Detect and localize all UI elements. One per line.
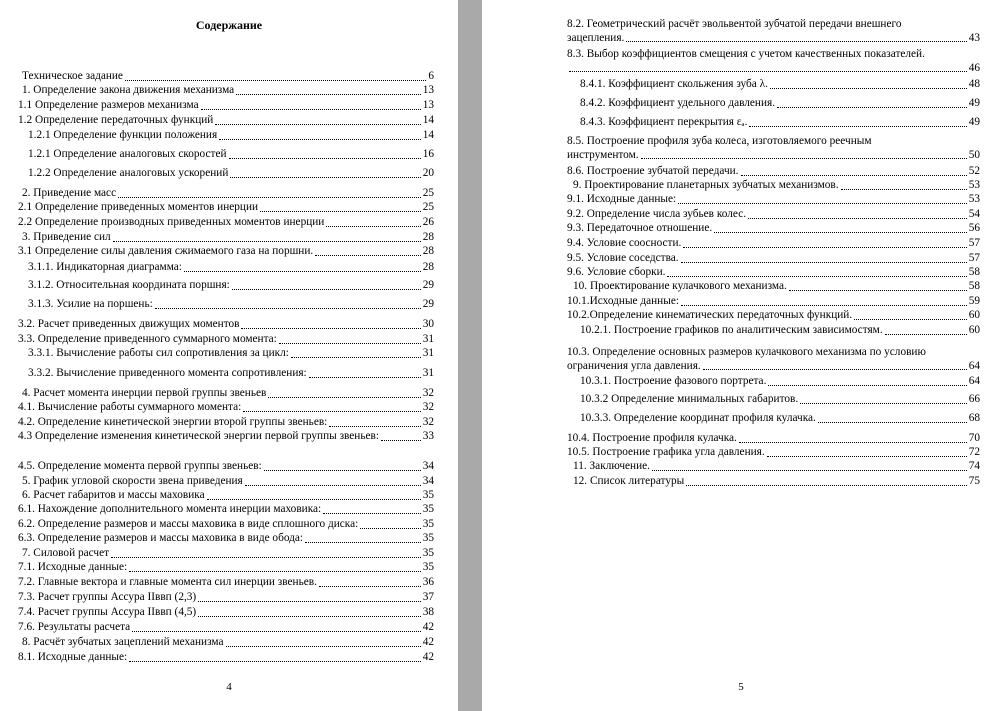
toc-entry-page-number: 33: [422, 430, 434, 442]
toc-entry-label: Техническое задание: [22, 70, 123, 82]
right-toc-entry[interactable]: [567, 237, 980, 251]
toc-entry-page-number: 42: [422, 636, 434, 648]
toc-entry-page-number: 31: [422, 347, 434, 359]
right-toc-entry[interactable]: [567, 135, 980, 162]
left-toc-entry[interactable]: [18, 651, 434, 665]
toc-entry-page-number: 25: [422, 187, 434, 199]
left-toc-entry[interactable]: [18, 460, 434, 474]
dot-leader: [703, 369, 967, 370]
right-toc-entry[interactable]: [580, 412, 980, 426]
toc-entry-page-number: 35: [422, 489, 434, 501]
dot-leader: [326, 226, 420, 227]
dot-leader: [329, 426, 420, 427]
toc-entry-page-number: 28: [422, 261, 434, 273]
left-toc-entry[interactable]: [22, 387, 434, 401]
left-toc-entry[interactable]: [18, 576, 434, 590]
toc-entry-label: 8.5. Построение профиля зуба колеса, изготовляемого реечным: [567, 135, 872, 147]
dot-leader: [768, 385, 966, 386]
left-toc-entry[interactable]: [28, 367, 434, 381]
dot-leader: [229, 158, 421, 159]
left-toc-entry[interactable]: [28, 347, 434, 361]
dot-leader: [155, 308, 421, 309]
toc-entry-label-continued: зацепления.: [567, 31, 625, 44]
right-toc-entry[interactable]: [567, 446, 980, 460]
dot-leader: [305, 542, 421, 543]
toc-entry-page-number: 31: [422, 333, 434, 345]
dot-leader: [626, 41, 966, 42]
right-toc-entry[interactable]: [580, 97, 980, 111]
left-toc-entry[interactable]: [18, 245, 434, 259]
toc-entry-page-number: 34: [422, 475, 434, 487]
dot-leader: [268, 397, 420, 398]
right-toc-entry[interactable]: [567, 48, 980, 75]
toc-entry-label: 10.2.Определение кинематических передаточных функций.: [567, 309, 853, 321]
dot-leader: [198, 601, 421, 602]
toc-entry-label: 7.1. Исходные данные:: [18, 561, 128, 573]
toc-entry-label: 3.3.1. Вычисление работы сил сопротивления за цикл:: [28, 347, 289, 359]
dot-leader: [230, 177, 420, 178]
left-toc-entry[interactable]: [28, 167, 434, 181]
toc-entry-page-number: 74: [968, 460, 980, 472]
toc-entry-label: 3.3. Определение приведенного суммарного момента:: [18, 333, 277, 345]
toc-entry-page-number: 75: [968, 475, 980, 487]
toc-entry-page-number: 46: [968, 61, 980, 74]
toc-entry-page-number: 26: [422, 216, 434, 228]
dot-leader: [129, 661, 421, 662]
left-toc-entry[interactable]: [18, 318, 434, 332]
dot-leader: [652, 470, 967, 471]
toc-entry-page-number: 6: [428, 70, 434, 82]
toc-entry-page-number: 50: [968, 148, 980, 161]
right-toc-entry[interactable]: [580, 324, 980, 338]
right-toc-entry[interactable]: [567, 309, 980, 323]
toc-entry-page-number: 31: [422, 367, 434, 379]
toc-entry-label: 3.1.3. Усилие на поршень:: [28, 298, 153, 310]
left-toc-entry[interactable]: [18, 416, 434, 430]
toc-entry-label: 8.6. Построение зубчатой передачи.: [567, 165, 739, 177]
toc-entry-page-number: 28: [422, 245, 434, 257]
toc-entry-page-number: 72: [968, 446, 980, 458]
toc-entry-label: 4.2. Определение кинетической энергии второй группы звеньев:: [18, 416, 328, 428]
toc-entry-label-continued: инструментом.: [567, 148, 639, 161]
toc-entry-label: 12. Список литературы: [573, 475, 685, 487]
toc-entry-label: 3.2. Расчет приведенных движущих моментов: [18, 318, 240, 330]
dot-leader: [243, 411, 420, 412]
dot-leader: [291, 357, 421, 358]
left-toc-entry[interactable]: [22, 84, 434, 98]
left-toc-entry[interactable]: [18, 99, 434, 113]
toc-entry-label: 7.6. Результаты расчета: [18, 621, 131, 633]
left-toc-entry[interactable]: [18, 201, 434, 215]
toc-entry-label: 8.4.2. Коэффициент удельного давления.: [580, 97, 776, 109]
toc-entry-page-number: 29: [422, 279, 434, 291]
dot-leader: [184, 271, 421, 272]
toc-entry-label: 8. Расчёт зубчатых зацеплений механизма: [22, 636, 224, 648]
toc-entry-page-number: 48: [968, 78, 980, 90]
dot-leader: [681, 262, 967, 263]
dot-leader: [113, 241, 421, 242]
dot-leader: [770, 88, 967, 89]
dot-leader: [215, 124, 420, 125]
toc-entry-page-number: 59: [968, 295, 980, 307]
toc-entry-label: 7.4. Расчет группы Ассура IIввп (4,5): [18, 606, 197, 618]
right-toc-entry[interactable]: [567, 295, 980, 309]
toc-entry-label: 2.1 Определение приведенных моментов инерции: [18, 201, 259, 213]
toc-entry-label: 10.1.Исходные данные:: [567, 295, 679, 307]
right-toc-entry[interactable]: [567, 432, 980, 446]
dot-leader: [315, 255, 421, 256]
toc-entry-page-number: 20: [422, 167, 434, 179]
document-page-left: [0, 0, 458, 711]
dot-leader: [129, 571, 421, 572]
toc-entry-page-number: 56: [968, 222, 980, 234]
toc-entry-page-number: 25: [422, 201, 434, 213]
left-toc-entry[interactable]: [18, 518, 434, 532]
toc-entry-label: 3.1.2. Относительная координата поршня:: [28, 279, 230, 291]
toc-entry-page-number: 32: [422, 401, 434, 413]
toc-entry-page-number: 35: [422, 561, 434, 573]
toc-entry-label: 6.3. Определение размеров и массы маховика в виде обода:: [18, 532, 304, 544]
left-toc-entry[interactable]: [18, 503, 434, 517]
left-toc-entry[interactable]: [18, 114, 434, 128]
dot-leader: [279, 343, 421, 344]
left-toc-entry[interactable]: [18, 430, 434, 444]
toc-entry-label: 4. Расчет момента инерции первой группы звеньев: [22, 387, 267, 399]
right-toc-entry[interactable]: [567, 346, 980, 373]
left-toc-entry[interactable]: [22, 489, 434, 503]
toc-entry-label: 1. Определение закона движения механизма: [22, 84, 235, 96]
toc-entry-page-number: 58: [968, 280, 980, 292]
dot-leader: [789, 290, 967, 291]
toc-entry-label: 7.3. Расчет группы Ассура IIввп (2,3): [18, 591, 197, 603]
toc-entry-label: 9.4. Условие соосности.: [567, 237, 682, 249]
dot-leader: [319, 586, 421, 587]
dot-leader: [219, 139, 421, 140]
dot-leader: [885, 334, 967, 335]
toc-entry-label: 1.2.2 Определение аналоговых ускорений: [28, 167, 229, 179]
left-toc-entry[interactable]: [18, 621, 434, 635]
toc-entry-label: 9.1. Исходные данные:: [567, 193, 677, 205]
toc-entry-label: 10.2.1. Построение графиков по аналитическим зависимостям.: [580, 324, 883, 336]
toc-entry-page-number: 52: [968, 165, 980, 177]
toc-entry-page-number: 32: [422, 416, 434, 428]
toc-entry-label: 6.1. Нахождение дополнительного момента инерции маховика:: [18, 503, 322, 515]
toc-entry-label: 8.4.1. Коэффициент скольжения зуба λ.: [580, 78, 768, 90]
toc-entry-page-number: 16: [422, 148, 434, 160]
left-toc-entry[interactable]: [18, 532, 434, 546]
dot-leader: [241, 328, 420, 329]
toc-entry-label: 6. Расчет габаритов и массы маховика: [22, 489, 205, 501]
dot-leader: [841, 189, 967, 190]
left-toc-entry[interactable]: [18, 333, 434, 347]
left-toc-entry[interactable]: [28, 261, 434, 275]
toc-entry-page-number: 14: [422, 114, 434, 126]
dot-leader: [201, 109, 421, 110]
toc-entry-label: 10.3.1. Построение фазового портрета.: [580, 375, 767, 387]
left-toc-entry[interactable]: [18, 401, 434, 415]
right-toc-entry[interactable]: [580, 375, 980, 389]
toc-entry-label: 2.2 Определение производных приведенных моментов инерции: [18, 216, 325, 228]
dot-leader: [818, 422, 967, 423]
dot-leader: [749, 126, 966, 127]
right-toc-entry[interactable]: [567, 208, 980, 222]
toc-entry-label: 9.2. Определение числа зубьев колес.: [567, 208, 747, 220]
left-toc-entry[interactable]: [28, 279, 434, 293]
toc-entry-label: 7. Силовой расчет: [22, 547, 110, 559]
dot-leader: [111, 557, 421, 558]
toc-entry-label: 1.2.1 Определение аналоговых скоростей: [28, 148, 227, 160]
toc-entry-page-number: 64: [968, 375, 980, 387]
dot-leader: [800, 403, 967, 404]
toc-entry-label: 4.5. Определение момента первой группы звеньев:: [18, 460, 262, 472]
toc-entry-label: 1.2 Определение передаточных функций: [18, 114, 214, 126]
toc-entry-label: 11. Заключение.: [573, 460, 650, 472]
right-toc-entry[interactable]: [573, 179, 980, 193]
dot-leader: [681, 305, 967, 306]
left-toc-entry[interactable]: [28, 148, 434, 162]
right-toc-entry[interactable]: [573, 280, 980, 294]
left-toc-entry[interactable]: [22, 636, 434, 650]
dot-leader: [739, 442, 967, 443]
toc-entry-page-number: 34: [422, 460, 434, 472]
toc-entry-label: 9.6. Условие сборки.: [567, 266, 666, 278]
dot-leader: [236, 94, 421, 95]
left-toc-entry[interactable]: [18, 591, 434, 605]
toc-entry-page-number: 66: [968, 393, 980, 405]
toc-entry-label: 3.3.2. Вычисление приведенного момента сопротивления:: [28, 367, 307, 379]
toc-entry-page-number: 42: [422, 621, 434, 633]
toc-entry-label: 9. Проектирование планетарных зубчатых механизмов.: [573, 179, 839, 191]
toc-entry-page-number: 49: [968, 97, 980, 109]
toc-entry-page-number: 36: [422, 576, 434, 588]
right-toc-entry[interactable]: [567, 18, 980, 45]
dot-leader: [854, 319, 967, 320]
toc-entry-label: 1.2.1 Определение функции положения: [28, 129, 218, 141]
toc-entry-page-number: 28: [422, 231, 434, 243]
toc-entry-page-number: 43: [968, 31, 980, 44]
left-toc-entry[interactable]: [18, 216, 434, 230]
dot-leader: [323, 513, 421, 514]
toc-entry-page-number: 29: [422, 298, 434, 310]
toc-entry-page-number: 60: [968, 309, 980, 321]
toc-entry-label: 10.5. Построение графика угла давления.: [567, 446, 765, 458]
toc-entry-label: 10.3.3. Определение координат профиля кулачка.: [580, 412, 816, 424]
right-toc-entry[interactable]: [567, 252, 980, 266]
toc-entry-page-number: 30: [422, 318, 434, 330]
toc-entry-label: 10.3.2 Определение минимальных габаритов.: [580, 393, 799, 405]
left-toc-entry[interactable]: [22, 70, 434, 84]
dot-leader: [125, 80, 426, 81]
toc-entry-label: 3.1 Определение силы давления сжимаемого газа на поршни.: [18, 245, 314, 257]
toc-entry-label: 10.3. Определение основных размеров кулачкового механизма по условию: [567, 346, 926, 358]
dot-leader: [226, 646, 421, 647]
left-toc-entry[interactable]: [28, 129, 434, 143]
toc-entry-page-number: 14: [422, 129, 434, 141]
right-toc-entry[interactable]: [567, 193, 980, 207]
toc-entry-page-number: 60: [968, 324, 980, 336]
toc-entry-label: 10.4. Построение профиля кулачка.: [567, 432, 737, 444]
dot-leader: [741, 175, 967, 176]
toc-entry-label: 9.5. Условие соседства.: [567, 252, 679, 264]
toc-entry-page-number: 54: [968, 208, 980, 220]
toc-entry-label: 8.1. Исходные данные:: [18, 651, 128, 663]
toc-entry-page-number: 38: [422, 606, 434, 618]
dot-leader: [264, 470, 421, 471]
left-toc-entry[interactable]: [28, 298, 434, 312]
dot-leader: [683, 247, 966, 248]
toc-entry-label: 4.3 Определение изменения кинетической энергии первой группы звеньев:: [18, 430, 379, 442]
toc-entry-label: 6.2. Определение размеров и массы маховика в виде сплошного диска:: [18, 518, 359, 530]
dot-leader: [132, 631, 421, 632]
toc-entry-label: 3.1.1. Индикаторная диаграмма:: [28, 261, 182, 273]
dot-leader: [667, 276, 966, 277]
toc-entry-label: 9.3. Передаточное отношение.: [567, 222, 713, 234]
dot-leader: [748, 218, 967, 219]
toc-entry-page-number: 35: [422, 503, 434, 515]
toc-title: Содержание: [195, 18, 263, 32]
toc-entry-label: 8.2. Геометрический расчёт эвольвентой зубчатой передачи внешнего: [567, 18, 902, 30]
right-toc-entry[interactable]: [567, 222, 980, 236]
left-toc-entry[interactable]: [22, 231, 434, 245]
document-page-right: [482, 0, 1000, 711]
dot-leader: [569, 71, 967, 72]
right-toc-entry[interactable]: [567, 165, 980, 179]
dot-leader: [641, 158, 967, 159]
dot-leader: [360, 528, 420, 529]
toc-entry-page-number: 13: [422, 84, 434, 96]
dot-leader: [207, 499, 421, 500]
toc-entry-page-number: 53: [968, 179, 980, 191]
toc-entry-label-continued: ограничения угла давления.: [567, 359, 701, 372]
toc-entry-label: 3. Приведение сил: [22, 231, 111, 243]
page-number-left: 4: [226, 681, 232, 693]
toc-entry-page-number: 35: [422, 547, 434, 559]
toc-entry-page-number: 37: [422, 591, 434, 603]
toc-entry-page-number: 70: [968, 432, 980, 444]
toc-entry-page-number: 13: [422, 99, 434, 111]
toc-entry-page-number: 49: [968, 116, 980, 128]
toc-entry-page-number: 64: [968, 359, 980, 372]
toc-entry-page-number: 35: [422, 532, 434, 544]
dot-leader: [381, 440, 421, 441]
toc-entry-label: 2. Приведение масс: [22, 187, 117, 199]
dot-leader: [777, 107, 967, 108]
left-toc-entry[interactable]: [18, 561, 434, 575]
toc-entry-label: 10. Проектирование кулачкового механизма.: [573, 280, 787, 292]
dot-leader: [118, 197, 421, 198]
left-toc-entry[interactable]: [22, 547, 434, 561]
toc-entry-page-number: 58: [968, 266, 980, 278]
right-toc-entry[interactable]: [580, 78, 980, 92]
toc-entry-page-number: 42: [422, 651, 434, 663]
dot-leader: [232, 289, 421, 290]
toc-entry-label: 7.2. Главные вектора и главные момента сил инерции звеньев.: [18, 576, 317, 588]
dot-leader: [260, 211, 421, 212]
toc-entry-page-number: 32: [422, 387, 434, 399]
toc-entry-page-number: 53: [968, 193, 980, 205]
toc-entry-label: 4.1. Вычисление работы суммарного момента:: [18, 401, 242, 413]
dot-leader: [714, 232, 967, 233]
right-toc-entry[interactable]: [573, 460, 980, 474]
page-number-right: 5: [738, 681, 744, 693]
dot-leader: [678, 203, 967, 204]
toc-entry-label: 1.1 Определение размеров механизма: [18, 99, 199, 111]
dot-leader: [686, 485, 966, 486]
toc-entry-page-number: 57: [968, 252, 980, 264]
dot-leader: [245, 485, 421, 486]
left-toc-entry[interactable]: [18, 606, 434, 620]
right-toc-entry[interactable]: [580, 116, 980, 130]
dot-leader: [198, 616, 421, 617]
left-toc-entry[interactable]: [22, 187, 434, 201]
toc-entry-label: 8.4.3. Коэффициент перекрытия εₐ.: [580, 116, 748, 128]
toc-entry-page-number: 68: [968, 412, 980, 424]
toc-entry-label: 8.3. Выбор коэффициентов смещения с учетом качественных показателей.: [567, 48, 925, 60]
right-toc-entry[interactable]: [580, 393, 980, 407]
toc-entry-page-number: 35: [422, 518, 434, 530]
right-toc-entry[interactable]: [567, 266, 980, 280]
right-toc-entry[interactable]: [573, 475, 980, 489]
dot-leader: [767, 456, 967, 457]
left-toc-entry[interactable]: [22, 475, 434, 489]
dot-leader: [309, 377, 421, 378]
toc-entry-label: 5. График угловой скорости звена приведения: [22, 475, 243, 487]
toc-entry-page-number: 57: [968, 237, 980, 249]
